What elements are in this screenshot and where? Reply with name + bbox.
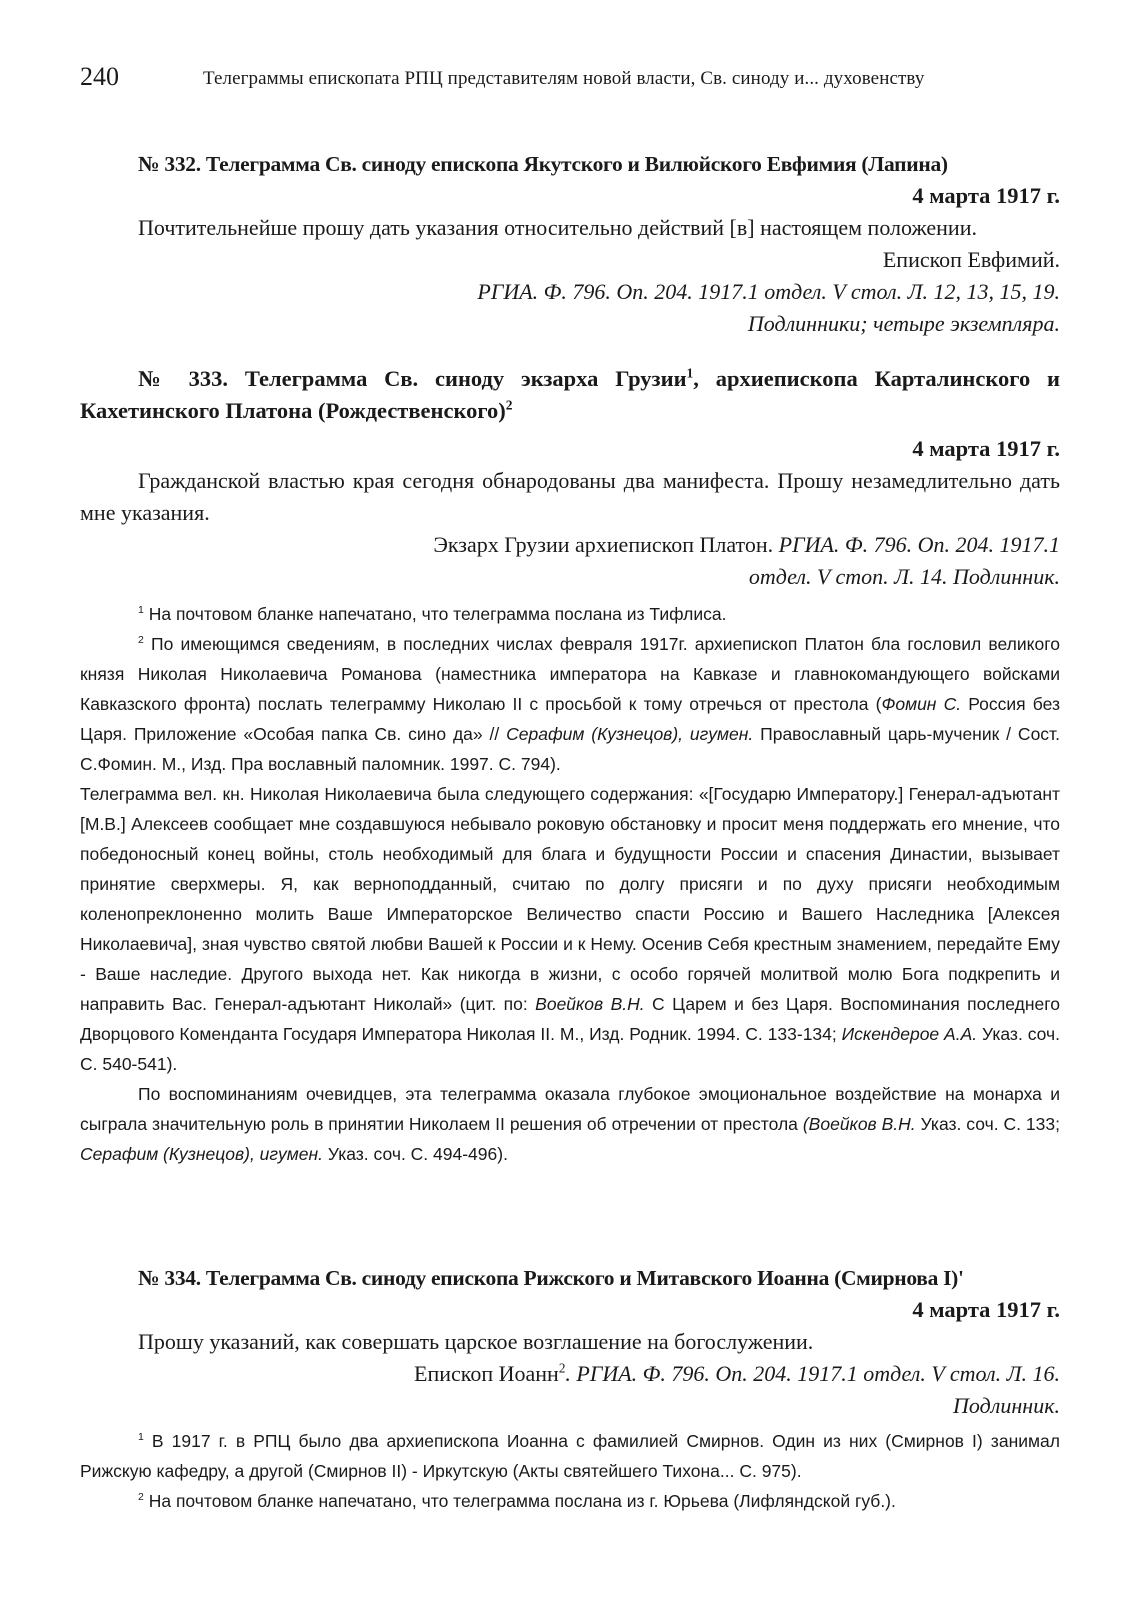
doc333-signature: Экзарх Грузии архиепископ Платон. [433,532,774,557]
doc333-footnote-1 [80,599,1060,629]
page-number: 240 [80,62,119,91]
footnote-text: Указ. соч. С. 133; [915,1114,1060,1134]
footnote-text: Телеграмма вел. кн. Николая Николаевича была следующего содержания: «[Государю Императору.] Генерал-адъютант [М.В.] Алексеев сообщает мне создавшуюся небывало роковую обстановку и просит меня поддержать его мнение, что победоносный конец войны, столь необходимый для блага и будущности России и спасения Династии, вызывает принятие сверхмеры. Я, как верноподданный, считаю по долгу присяги и по духу присяги необходимым коленопреклоненно молить Ваше Императорское Величество спасти Россию и Вашего Наследника [Алексея Николаевича], зная чувство святой любви Вашей к России и к Нему. Осенив Себя крестным знамением, передайте Ему - Ваше наследие. Другого выхода нет. Как никогда в жизни, с особо горячей молитвой молю Бога подкрепить и направить Вас. Генерал-адъютант Николай» (цит. по: [80,784,1060,1014]
running-title: Телеграммы епископата РПЦ представителям новой власти, Св. синоду и... духовенству [203,68,925,89]
doc334-footnote-2 [80,1486,1060,1516]
footnote-text: Указ. соч. С. 494-496). [323,1144,508,1164]
running-head [80,62,1080,102]
footnote-ref-2: 2 [505,397,513,413]
footnote-text: По имеющимся сведениям, в последних числах февраля 1917г. архиепископ Платон бла гословил великого князя Николая Николаевича Романова (наместника императора на Кавказе и главнокомандующего войсками Кавказского фронта) послать телеграмму Николаю II с просьбой к тому отречься от престола ( [80,634,1060,714]
doc333-footnote-2-memoirs [80,1079,1060,1169]
doc332-signature: Епископ Евфимий. [882,247,1060,272]
doc334-signature: Епископ Иоанн [414,1361,559,1386]
document-334 [80,1262,1060,1516]
doc334-archive: . РГИА. Ф. 796. Оп. 204. 1917.1 отдел. V стол. Л. 16. [565,1361,1060,1386]
footnote-text: По воспоминаниям очевидцев, эта телеграмма оказала глубокое эмоциональное воздействие на монарха и сыграла значительную роль в принятии Николаем II решения об отречении от престола [80,1084,1060,1134]
footnote-author: Фомин С. [881,694,962,714]
doc332-archive: РГИА. Ф. 796. Оп. 204. 1917.1 отдел. V стол. Л. 12, 13, 15, 19. [477,279,1060,304]
footnote-author: Искендерое А.А. [841,1024,978,1044]
doc332-text: Почтительнейше прошу дать указания относительно действий [в] настоящем положении. [138,215,977,240]
footnote-author: (Воейков В.Н. [802,1114,916,1134]
footnote-author: Серафим (Кузнецов), игумен. [506,724,754,744]
footnote-mark: 1 [138,1431,144,1444]
footnote-text: На почтовом бланке напечатано, что телеграмма послана из г. Юрьева (Лифляндской губ.). [148,1491,896,1511]
footnote-text: Россия без Царя. Приложение «Особая папка Св. сино да» // [80,694,1061,744]
doc333-signature-line [80,529,1060,561]
doc334-footnote-1 [80,1426,1060,1486]
doc333-footnote-2-telegram [80,779,1060,1079]
document-332 [80,148,1060,340]
doc333-date: 4 марта 1917 г. [912,436,1060,461]
document-333 [80,363,1060,1169]
doc333-archive-line2: отдел. V стоп. Л. 14. Подлинник. [748,564,1060,589]
footnote-text: С Царем и без Царя. Воспоминания последнего Дворцового Коменданта Государя Императора Николая II. М., Изд. Родник. 1994. С. 133-134; [80,994,1060,1044]
doc333-heading [80,363,1060,427]
doc334-signature-line [80,1358,1060,1390]
doc332-archive-note: Подлинники; четыре экземпляра. [747,311,1060,336]
footnote-mark: 1 [138,604,144,617]
doc334-date: 4 марта 1917 г. [912,1297,1060,1322]
footnote-mark: 2 [138,1491,144,1504]
footnote-ref-1: 1 [686,365,694,381]
footnote-text: Православный царь-мученик / Сост. С.Фомин. М., Изд. Пра вославный паломник. 1997. С. 794). [80,724,1060,774]
footnote-mark: 2 [138,634,144,647]
footnote-text: В 1917 г. в РПЦ было два архиепископа Иоанна с фамилией Смирнов. Один из них (Смирнов I) занимал Рижскую кафедру, а другой (Смирнов II) - Иркутскую (Акты святейшего Тихона... С. 975). [80,1431,1060,1481]
doc333-archive-line1: РГИА. Ф. 796. Оп. 204. 1917.1 [778,532,1060,557]
footnote-author: Воейков В.Н. [535,994,645,1014]
footnote-text: Указ. соч. С. 540-541). [80,1024,1060,1074]
doc333-heading-part1: № 333. Телеграмма Св. синоду экзарха Грузии [138,366,687,391]
footnote-author: Серафим (Кузнецов), игумен. [80,1144,324,1164]
doc332-heading: № 332. Телеграмма Св. синоду епископа Якутского и Вилюйского Евфимия (Лапина) [138,152,948,176]
doc333-footnote-2 [80,629,1060,779]
footnote-ref-2: 2 [558,1360,566,1376]
doc333-text: Гражданской властью края сегодня обнародованы два манифеста. Прошу незамедлительно дать мне указания. [80,468,1060,525]
doc334-footnotes [80,1426,1060,1516]
doc334-archive-note: Подлинник. [953,1393,1060,1418]
doc334-text: Прошу указаний, как совершать царское возглашение на богослужении. [138,1329,814,1354]
footnote-text: На почтовом бланке напечатано, что телеграмма послана из Тифлиса. [148,604,727,624]
doc333-heading-part2: , архиепископа Карталинского и Кахетинского Платона (Рождественского) [80,366,1060,423]
doc334-heading: № 334. Телеграмма Св. синоду епископа Рижского и Митавского Иоанна (Смирнова I)' [138,1266,964,1290]
doc333-footnotes [80,599,1060,1169]
doc332-date: 4 марта 1917 г. [912,183,1060,208]
